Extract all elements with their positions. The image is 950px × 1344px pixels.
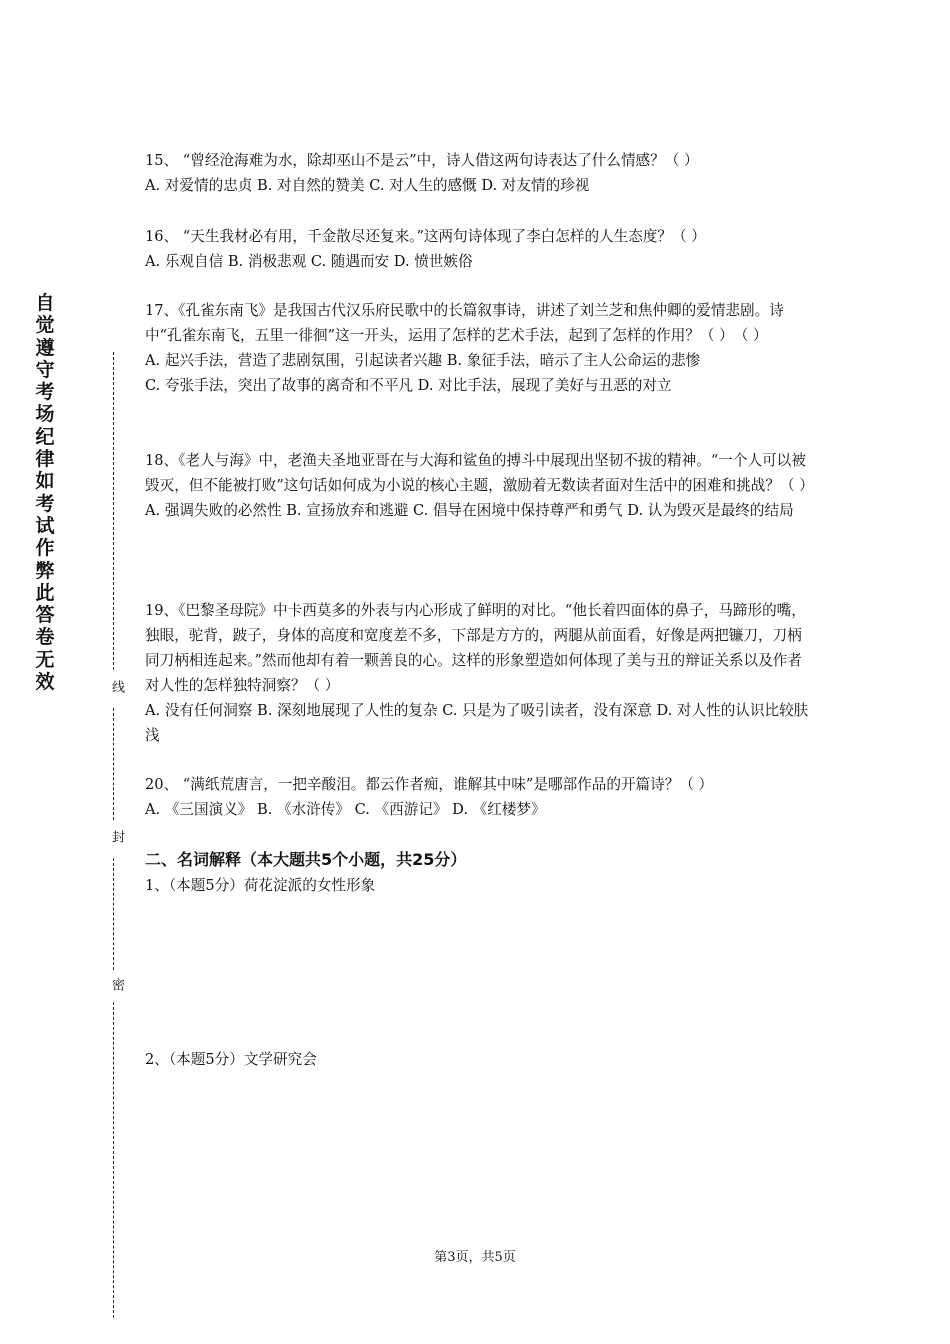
term-item-2: 2、（本题5分）文学研究会 [145,1051,317,1068]
question-18 [145,448,814,523]
binding-mark-secret: 密 [104,978,124,991]
exam-discipline-warning: 自觉遵守考场纪律如考试作弊此答卷无效 [35,292,55,694]
binding-dashed-line [113,708,114,820]
question-options: A. 《三国演义》 B. 《水浒传》 C. 《西游记》 D. 《红楼梦》 [145,801,546,818]
question-options: A. 对爱情的忠贞 B. 对自然的赞美 C. 对人生的感慨 D. 对友情的珍视 [145,177,590,194]
question-stem: 15、 “曾经沧海难为水，除却巫山不是云”中，诗人借这两句诗表达了什么情感？（ ） [145,152,699,169]
question-17 [145,298,810,398]
binding-dashed-line [113,352,114,670]
question-options: C. 夸张手法，突出了故事的离奇和不平凡 D. 对比手法，展现了美好与丑恶的对立 [145,377,672,394]
question-stem: 17、《孔雀东南飞》是我国古代汉乐府民歌中的长篇叙事诗，讲述了刘兰芝和焦仲卿的爱情悲剧。诗中“孔雀东南飞，五里一徘徊”这一开头，运用了怎样的艺术手法，起到了怎样的作用？（ ） （ ） [145,302,784,344]
question-16 [145,224,810,274]
binding-mark-line: 线 [104,680,124,693]
question-stem: 16、 “天生我材必有用，千金散尽还复来。”这两句诗体现了李白怎样的人生态度？（ ） [145,228,706,245]
binding-dashed-line [113,858,114,970]
binding-mark-seal: 封 [104,830,124,843]
question-stem: 18、《老人与海》中，老渔夫圣地亚哥在与大海和鲨鱼的搏斗中展现出坚韧不拔的精神。“一个人可以被毁灭，但不能被打败”这句话如何成为小说的核心主题，激励着无数读者面对生活中的困难和挑战？（ ） [145,452,814,494]
question-stem: 19、《巴黎圣母院》中卡西莫多的外表与内心形成了鲜明的对比。“他长着四面体的鼻子，马蹄形的嘴，独眼，驼背，跛子，身体的高度和宽度差不多，下部是方方的，两腿从前面看，好像是两把镰刀，刀柄同刀柄相连起来。”然而他却有着一颗善良的心。这样的形象塑造如何体现了美与丑的辩证关系以及作者对人性的怎样独特洞察？（ ） [145,602,806,694]
question-options: A. 没有任何洞察 B. 深刻地展现了人性的复杂 C. 只是为了吸引读者，没有深意 D. 对人性的认识比较肤浅 [145,702,809,744]
question-19 [145,598,810,748]
question-options: A. 乐观自信 B. 消极悲观 C. 随遇而安 D. 愤世嫉俗 [145,253,473,270]
question-20 [145,772,810,822]
question-15 [145,148,810,198]
page-number: 第3页，共5页 [434,1250,516,1265]
term-item-1: 1、（本题5分）荷花淀派的女性形象 [145,877,376,894]
question-options: A. 强调失败的必然性 B. 宣扬放弃和逃避 C. 倡导在困境中保持尊严和勇气 D. 认为毁灭是最终的结局 [145,502,794,519]
question-options: A. 起兴手法，营造了悲剧氛围，引起读者兴趣 B. 象征手法，暗示了主人公命运的悲惨 [145,352,701,369]
binding-dashed-line [113,1002,114,1318]
question-stem: 20、 “满纸荒唐言，一把辛酸泪。都云作者痴，谁解其中味”是哪部作品的开篇诗？（ ） [145,776,714,793]
section-title: 二、名词解释（本大题共5个小题，共25分） [145,850,467,869]
